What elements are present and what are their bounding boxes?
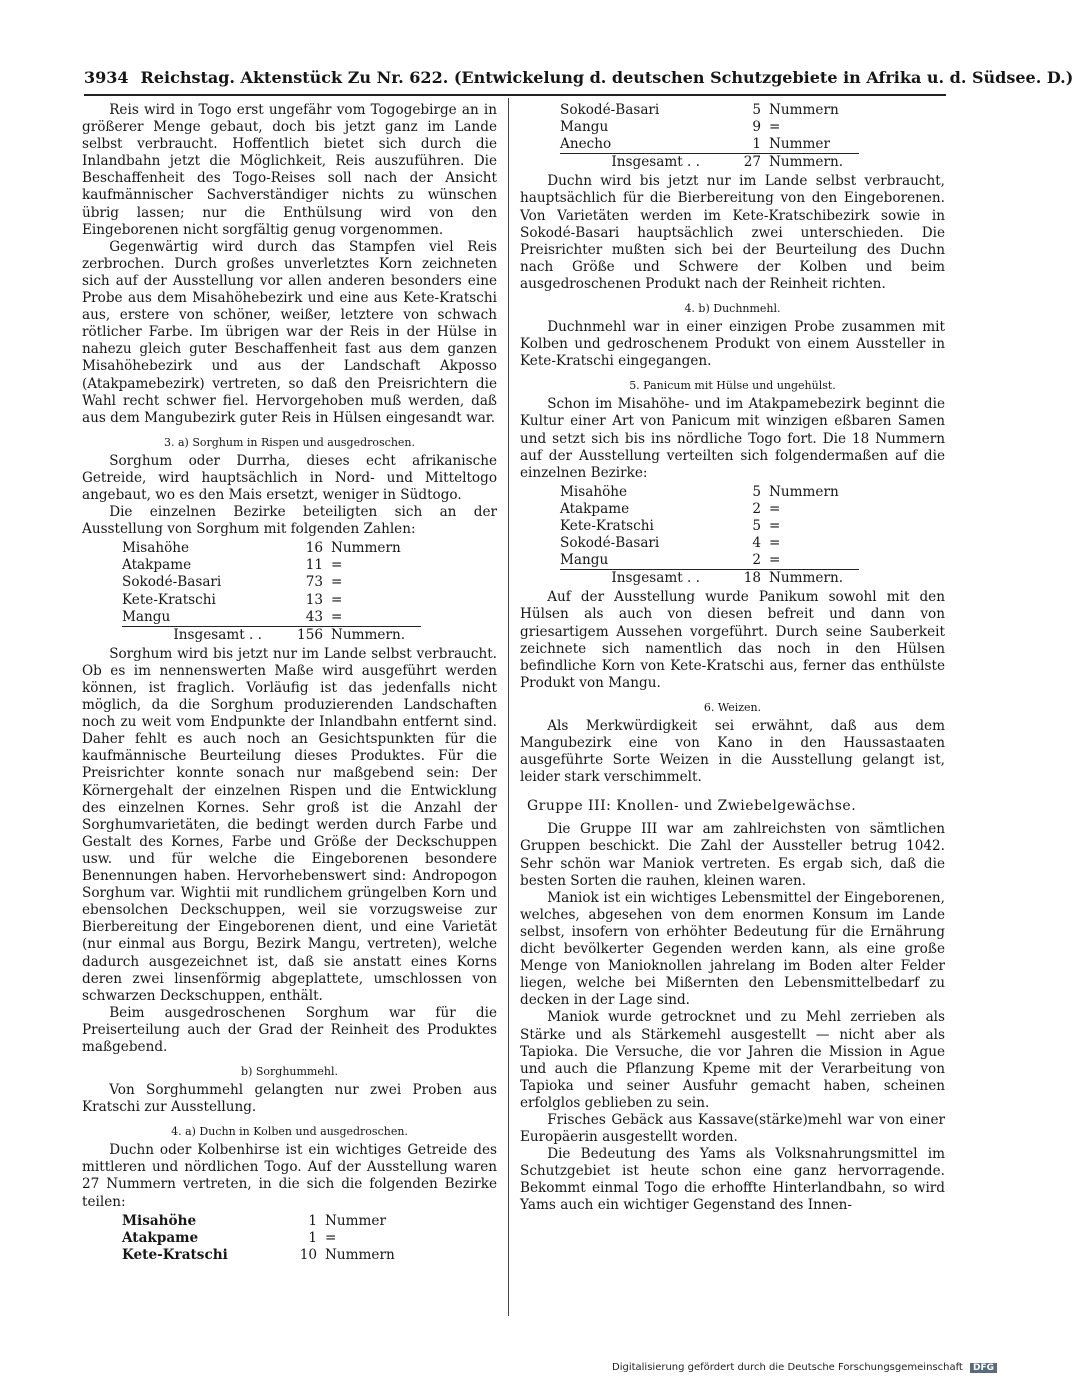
paragraph: Reis wird in Togo erst ungefähr vom Togogebirge an in größerer Menge gebaut, doch bis jetzt ganz im Lande selbst verbraucht. Hoffentlich bietet sich durch die Inlandbahn jetzt die Möglichkeit, Reis auszuführen. Die Beschaffenheit des Togo-Reises soll nach der Ansicht kaufmännischer Sachverständiger nichts zu wünschen übrig lassen; nur die Enthülsung wird von den Eingeborenen nicht sorgfältig genug vorgenommen. xyxy=(82,102,497,238)
paragraph: Sorghum wird bis jetzt nur im Lande selbst verbraucht. Ob es im nennenswerten Maße wird ausgeführt werden können, ist fraglich. Vorläufig ist das jedenfalls nicht möglich, da die Sorghum produzierenden Landschaften noch zu weit vom Endpunkte der Inlandbahn entfernt sind. Daher fehlt es auch noch an Gesichtspunkten für die kaufmännische Beurteilung dieses Produktes. Für die Preisrichter konnte sonach nur maßgebend sein: Der Körnergehalt der einzelnen Rispen und die Entwicklung des einzelnen Kornes. Sehr groß ist die Anzahl der Sorghumvarietäten, die bedingt werden durch Farbe und Gestalt des Kornes, Farbe und Größe der Deckschuppen usw. und für welche die Eingeborenen besondere Benennungen haben. Hervorhebenswert sind: Andropogon Sorghum var. Wightii mit rundlichem grüngelben Korn und ebensolchen Deckschuppen, weil sie vorzugsweise zur Bierbereitung der Eingeborenen dient, und eine Varietät (nur einmal aus Borgu, Bezirk Mangu, vertreten), welche dadurch ausgezeichnet ist, daß sie anstatt eines Korns deren zwei linsenförmig abgeplattete, umschlossen von schwarzen Deckschuppen, enthält. xyxy=(82,645,497,1004)
table-row xyxy=(560,484,859,501)
total-label: Insgesamt . . xyxy=(173,626,262,643)
header-rule xyxy=(84,94,946,96)
column-divider xyxy=(508,98,509,1316)
section-heading: 5. Panicum mit Hülse und ungehülst. xyxy=(629,379,836,393)
digitization-credit xyxy=(612,1362,997,1373)
district-label: Atakpame xyxy=(560,500,630,517)
paragraph: Als Merkwürdigkeit sei erwähnt, daß aus dem Mangubezirk eine von Kano in den Haussastaaten ausgeführte Sorte Weizen in die Ausstellung gelangt ist, leider stark verschimmelt. xyxy=(520,717,945,786)
table-row xyxy=(560,119,859,136)
left-column xyxy=(82,102,497,1266)
count: 16 xyxy=(305,540,323,557)
paragraph: Die Bedeutung des Yams als Volksnahrungsmittel im Schutzgebiet ist heute schon eine ganz hervorragende. Bekommt einmal Togo die erhoffte Hinterlandbahn, so wird Yams auch ein wichtiger Gegenstand des Innen- xyxy=(520,1146,945,1214)
count: 5 xyxy=(752,483,761,500)
paragraph: Auf der Ausstellung wurde Panikum sowohl mit den Hülsen als auch von diesen befreit und dann von griesartigem Aussehen vorgeführt. Durch seine Sauberkeit zeichnete sich namentlich das noch in den Hülsen befindliche Korn von Kete-Kratschi aus, ferner das enthülste Produkt von Mangu. xyxy=(520,589,945,691)
district-label: Sokodé-Basari xyxy=(560,102,660,118)
paragraph: Maniok wurde getrocknet und zu Mehl zerrieben als Stärke und als Stärkemehl ausgestellt — nicht aber als Tapioka. Die Versuche, die vor Jahren die Mission in Ague und auch die Pflanzung Kpeme mit der Verarbeitung von Tapioka und seiner Ausfuhr gemacht haben, scheinen erfolglos geblieben zu sein. xyxy=(520,1009,945,1111)
table-row xyxy=(122,574,421,591)
count: 5 xyxy=(752,102,761,118)
total-label: Insgesamt . . xyxy=(611,570,700,587)
paragraph: Duchn wird bis jetzt nur im Lande selbst verbraucht, hauptsächlich für die Bierbereitung von den Eingeborenen. Von Varietäten werden im Kete-Kratschibezirk sowie in Sokodé-Basari hauptsächlich zwei unterschieden. Die Preisrichter mußten sich bei der Beurteilung des Duchn nach Größe und Schwere der Kolben und beim ausgedroschenen Produkt nach der Reinheit richten. xyxy=(520,173,945,292)
total-row xyxy=(560,570,859,588)
unit: = xyxy=(331,557,343,574)
paragraph: Beim ausgedroschenen Sorghum war für die Preiserteilung auch der Grad der Reinheit des Produktes maßgebend. xyxy=(82,1004,497,1055)
count: 2 xyxy=(706,552,769,570)
paragraph: Sorghum oder Durrha, dieses echt afrikanische Getreide, wird hauptsächlich in Nord- und Mitteltogo angebaut, wo es den Mais ersetzt, weniger in Südtogo. xyxy=(82,452,497,503)
total-count: 27 xyxy=(743,154,761,171)
district-label: Misahöhe xyxy=(122,540,190,557)
district-label: Misahöhe xyxy=(560,483,628,500)
count: 10 xyxy=(299,1246,317,1263)
duchn-district-table xyxy=(122,1213,415,1264)
unit: Nummer xyxy=(325,1212,386,1229)
paragraph: Die einzelnen Bezirke beteiligten sich an der Ausstellung von Sorghum mit folgenden Zahlen: xyxy=(82,504,497,538)
count: 73 xyxy=(305,574,323,591)
count: 4 xyxy=(752,535,761,552)
table-row xyxy=(560,518,859,535)
table-row xyxy=(122,1213,415,1230)
total-unit: Nummern. xyxy=(331,626,406,643)
total-row xyxy=(560,154,859,172)
unit: Nummern xyxy=(769,483,839,500)
duchn-district-table-continued xyxy=(560,102,859,171)
table-row xyxy=(560,136,859,154)
group-heading: Gruppe III: Knollen- und Zwiebelgewächse. xyxy=(527,798,857,815)
table-row xyxy=(122,1247,415,1264)
right-column xyxy=(520,102,945,1215)
paragraph: Schon im Misahöhe- und im Atakpamebezirk beginnt die Kultur einer Art von Panicum mit winzigen eßbaren Samen und setzt sich bis ins nördliche Togo fort. Die 18 Nummern auf der Ausstellung verteilten sich folgendermaßen auf die einzelnen Bezirke: xyxy=(520,396,945,481)
total-row xyxy=(122,626,421,644)
table-row xyxy=(560,535,859,552)
district-label: Sokodé-Basari xyxy=(122,574,222,591)
table-row xyxy=(122,1230,415,1247)
table-row xyxy=(122,592,421,609)
section-heading: 4. b) Duchnmehl. xyxy=(684,302,781,316)
unit: = xyxy=(769,500,781,517)
page-header xyxy=(84,62,1073,92)
count: 5 xyxy=(752,517,761,534)
table-row xyxy=(122,609,421,627)
table-row xyxy=(560,501,859,518)
count: 11 xyxy=(305,557,323,574)
section-heading: 6. Weizen. xyxy=(703,700,762,714)
count: 1 xyxy=(706,136,769,154)
page-number: 3934 xyxy=(84,67,129,87)
paragraph: Von Sorghummehl gelangten nur zwei Proben aus Kratschi zur Ausstellung. xyxy=(82,1082,497,1116)
district-label: Kete-Kratschi xyxy=(122,591,216,608)
unit: Nummern xyxy=(325,1246,395,1263)
unit: = xyxy=(769,119,781,136)
unit: Nummern xyxy=(769,102,839,118)
district-label: Anecho xyxy=(560,136,706,154)
district-label: Mangu xyxy=(560,552,706,570)
unit: = xyxy=(769,535,781,552)
total-unit: Nummern. xyxy=(769,154,844,171)
count: 1 xyxy=(308,1229,317,1246)
dfg-logo: DFG xyxy=(970,1363,997,1373)
district-label: Kete-Kratschi xyxy=(560,517,654,534)
count: 9 xyxy=(752,119,761,136)
unit: Nummern xyxy=(331,540,401,557)
section-heading: b) Sorghummehl. xyxy=(241,1065,338,1079)
paragraph: Duchnmehl war in einer einzigen Probe zusammen mit Kolben und gedroschenem Produkt von einem Aussteller in Kete-Kratschi eingegangen. xyxy=(520,319,945,370)
count: 2 xyxy=(752,500,761,517)
table-row xyxy=(122,557,421,574)
table-row xyxy=(560,102,859,119)
running-title: Reichstag. Aktenstück Zu Nr. 622. (Entwickelung d. deutschen Schutzgebiete in Afrika u. d. Südsee. D.) xyxy=(140,67,1073,87)
count: 1 xyxy=(308,1212,317,1229)
unit: = xyxy=(331,609,421,627)
paragraph: Duchn oder Kolbenhirse ist ein wichtiges Getreide des mittleren und nördlichen Togo. Auf der Ausstellung waren 27 Nummern vertreten, in die sich die folgenden Bezirke teilen: xyxy=(82,1142,497,1210)
sorghum-district-table xyxy=(122,540,421,644)
paragraph: Maniok ist ein wichtiges Lebensmittel der Eingeborenen, welches, abgesehen von dem enormen Konsum im Lande selbst, insofern von erhöhter Bedeutung für die Ernährung dicht bevölkerter Gegenden werden kann, als eine große Menge von Manioknollen jahrelang im Boden alter Felder liegen, welche bei Mißernten den Lebensmittelbedarf zu decken in der Lage sind. xyxy=(520,889,945,1009)
district-label: Kete-Kratschi xyxy=(122,1246,228,1263)
district-label: Misahöhe xyxy=(122,1212,197,1229)
total-label: Insgesamt . . xyxy=(611,154,700,171)
total-count: 18 xyxy=(743,570,761,587)
district-label: Mangu xyxy=(122,609,268,627)
district-label: Atakpame xyxy=(122,557,192,574)
paragraph: Gegenwärtig wird durch das Stampfen viel Reis zerbrochen. Durch großes unverletztes Korn zeichneten sich auf der Ausstellung vor allen anderen besonders eine Probe aus dem Misahöhebezirk und eine aus Kete-Kratschi aus, erstere von schöner, weißer, letztere von schwach rötlicher Farbe. Im übrigen war der Reis in der Hülse in nahezu gleich guter Beschaffenheit fast aus dem ganzen Misahöhebezirk und aus der Landschaft Akposso (Atakpamebezirk) vertreten, so daß den Preisrichtern die Wahl recht schwer fiel. Hervorgehoben muß werden, daß aus dem Mangubezirk guter Reis in Hülsen eingesandt war. xyxy=(82,238,497,426)
unit: = xyxy=(325,1229,337,1246)
unit: = xyxy=(769,517,781,534)
total-count: 156 xyxy=(297,626,323,643)
table-row xyxy=(560,552,859,570)
count: 13 xyxy=(305,591,323,608)
paragraph: Die Gruppe III war am zahlreichsten von sämtlichen Gruppen beschickt. Die Zahl der Aussteller betrug 1042. Sehr schön war Maniok vertreten. Es ergab sich, daß die besten Sorten die rauhen, kleinen waren. xyxy=(520,821,945,889)
total-unit: Nummern. xyxy=(769,570,844,587)
unit: = xyxy=(331,574,343,591)
district-label: Sokodé-Basari xyxy=(560,535,660,552)
paragraph: Frisches Gebäck aus Kassave(stärke)mehl war von einer Europäerin ausgestellt worden. xyxy=(520,1111,945,1146)
unit: = xyxy=(331,591,343,608)
table-row xyxy=(122,540,421,557)
district-label: Atakpame xyxy=(122,1229,199,1246)
panicum-district-table xyxy=(560,484,859,588)
unit: = xyxy=(769,552,859,570)
section-heading: 4. a) Duchn in Kolben und ausgedroschen. xyxy=(171,1125,408,1139)
count: 43 xyxy=(268,609,331,627)
section-heading: 3. a) Sorghum in Rispen und ausgedroschen. xyxy=(163,435,416,449)
unit: Nummer xyxy=(769,136,859,154)
credit-text: Digitalisierung gefördert durch die Deutsche Forschungsgemeinschaft xyxy=(612,1362,963,1373)
district-label: Mangu xyxy=(560,119,609,136)
